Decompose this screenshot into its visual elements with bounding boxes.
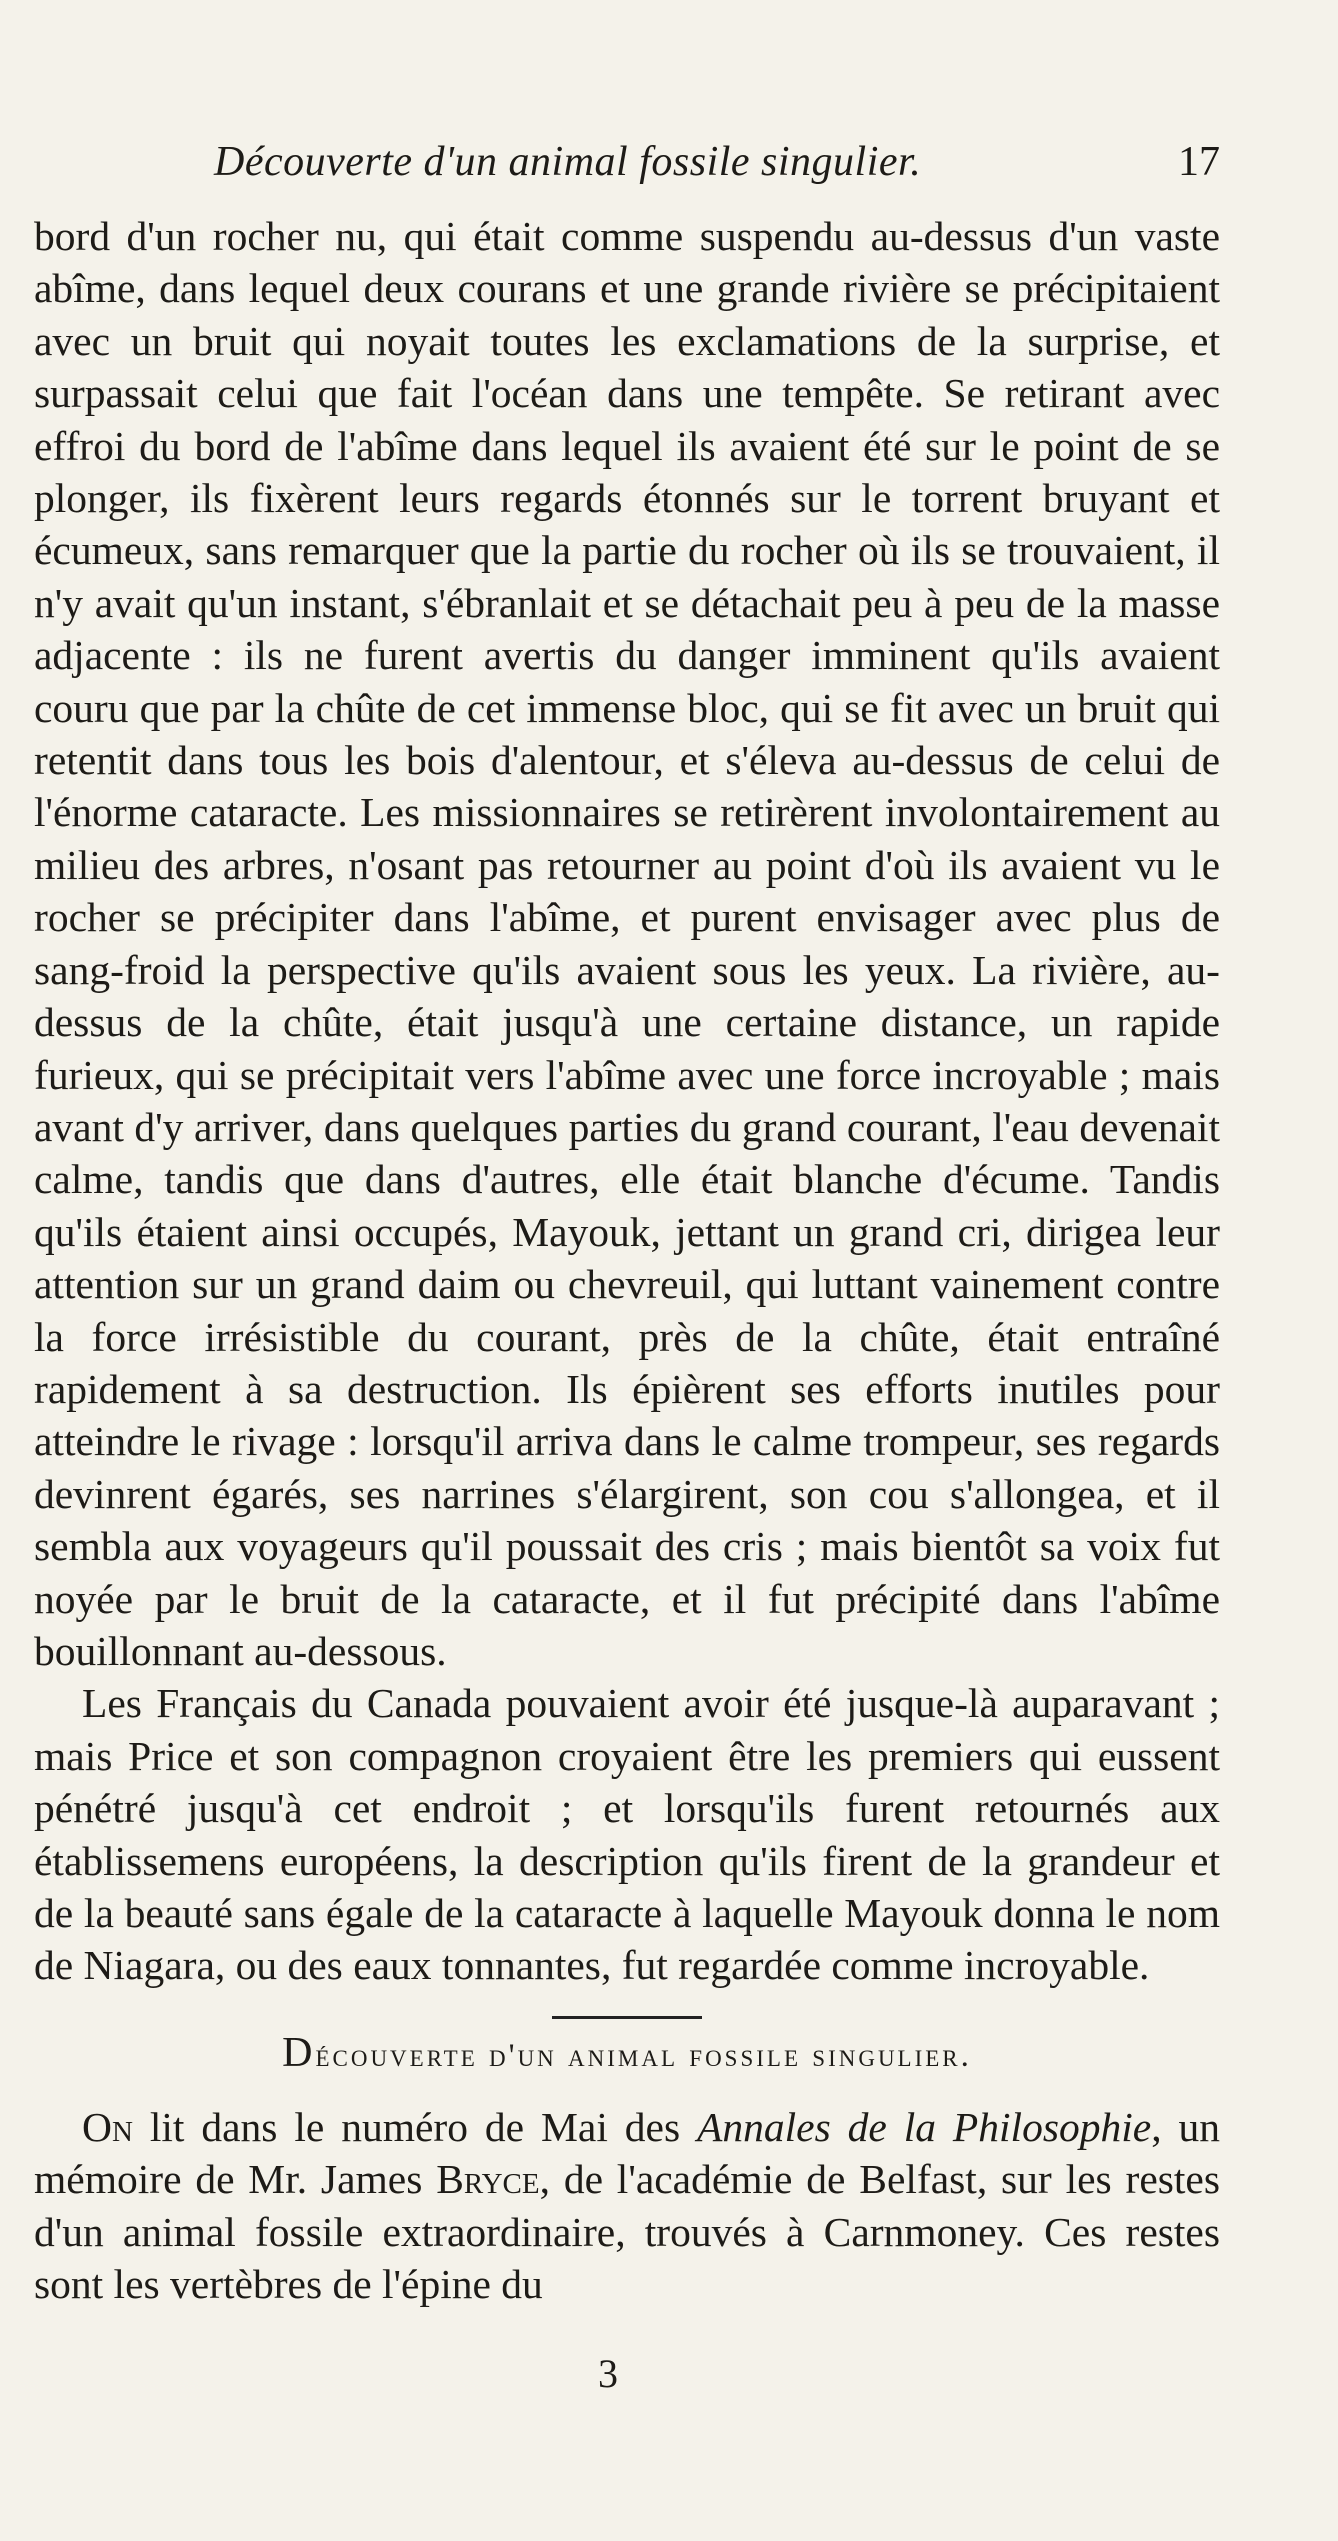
signature-mark: 3 <box>598 2351 618 2396</box>
paragraph-continuation: bord d'un rocher nu, qui était comme suspendu au-dessus d'un vaste abîme, dans lequel deux courans et une grande rivière se précipitaient avec un bruit qui noyait toutes les exclamations de la surprise, et surpassait celui que fait l'océan dans une tempête. Se retirant avec effroi du bord de l'abîme dans lequel ils avaient été sur le point de se plonger, ils fixèrent leurs regards étonnés sur le torrent bruyant et écumeux, sans remarquer que la partie du rocher où ils se trouvaient, il n'y avait qu'un instant, s'ébranlait et se détachait peu à peu de la masse adjacente : ils ne furent avertis du danger imminent qu'ils avaient couru que par la chûte de cet immense bloc, qui se fit avec un bruit qui retentit dans tous les bois d'alentour, et s'éleva au-dessus de celui de l'énorme cataracte. Les missionnaires se retirèrent involontairement au milieu des arbres, n'osant pas retourner au point d'où ils avaient vu le rocher se précipiter dans l'abîme, et purent envisager avec plus de sang-froid la perspective qu'ils avaient sous les yeux. La rivière, au-dessus de la chûte, était jusqu'à une certaine distance, un rapide furieux, qui se précipitait vers l'abîme avec une force incroyable ; mais avant d'y arriver, dans quelques parties du grand courant, l'eau devenait calme, tandis que dans d'autres, elle était blanche d'écume. Tandis qu'ils étaient ainsi occupés, Mayouk, jettant un grand cri, dirigea leur attention sur un grand daim ou chevreuil, qui luttant vainement contre la force irrésistible du courant, près de la chûte, était entraîné rapidement à sa destruction. Ils épièrent ses efforts inutiles pour atteindre le rivage : lorsqu'il arriva dans le calme trompeur, ses regards devinrent égarés, ses narrines s'élargirent, son cou s'allongea, et il sembla aux voyageurs qu'il poussait des cris ; mais bientôt sa voix fut noyée par le bruit de la cataracte, et il fut précipité dans l'abîme bouillonnant au-dessous. <box>34 213 1220 1674</box>
paragraph-fossil <box>34 2101 1220 2311</box>
text-before-author: , un mémoire de Mr. James <box>34 2103 1220 2203</box>
text-after-author: , de l'académie de Belfast, sur les restes d'un animal fossile extraordinaire, trouvés à Carnmoney. Ces restes sont les vertèbres de l'épine du <box>34 2156 1220 2308</box>
section-divider-rule <box>552 2016 702 2019</box>
paragraph-french-canada: Les Français du Canada pouvaient avoir été jusque-là auparavant ; mais Price et son compagnon croyaient être les premiers qui eussent pénétré jusqu'à cet endroit ; et lorsqu'ils furent retournés aux établissemens européens, la description qu'ils firent de la grandeur et de la beauté sans égale de la cataracte à laquelle Mayouk donna le nom de Niagara, ou des eaux tonnantes, fut regardée comme incroyable. <box>34 1680 1220 1989</box>
section-heading-initial: D <box>282 2029 316 2076</box>
section-heading <box>34 2029 1220 2077</box>
author-name: Bryce <box>436 2156 540 2203</box>
page-header <box>34 138 1220 198</box>
journal-title: Annales de la Philosophie <box>697 2103 1152 2150</box>
lead-words: On <box>82 2103 133 2150</box>
body-text <box>34 210 1220 2310</box>
text-before-journal: lit dans le numéro de Mai des <box>132 2103 698 2150</box>
page-number: 17 <box>1178 139 1220 185</box>
section-heading-rest: écouverte d'un animal fossile singulier. <box>315 2037 972 2074</box>
running-head: Découverte d'un animal fossile singulier. <box>214 139 922 185</box>
